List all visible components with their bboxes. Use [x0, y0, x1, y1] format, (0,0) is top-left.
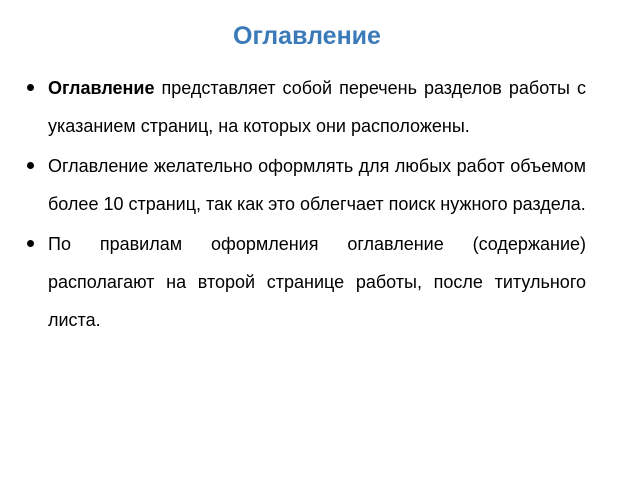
bullet-text: представляет собой перечень разделов работы с указанием страниц, на которых они расположены.	[48, 78, 586, 136]
bullet-text: Оглавление желательно оформлять для любых работ объемом более 10 страниц, так как это облегчает поиск нужного раздела.	[48, 156, 586, 214]
bullet-text: По правилам оформления оглавление (содержание) располагают на второй странице работы, после титульного листа.	[48, 234, 586, 330]
bullet-dot-icon	[27, 162, 34, 169]
bullet-list	[48, 69, 586, 339]
slide-title: Оглавление	[233, 22, 381, 50]
bullet-item-placement-rule	[48, 225, 586, 339]
bullet-dot-icon	[27, 240, 34, 247]
bullet-item-definition	[48, 69, 586, 145]
bullet-dot-icon	[27, 84, 34, 91]
bullet-term: Оглавление	[48, 78, 155, 98]
bullet-item-recommendation	[48, 147, 586, 223]
